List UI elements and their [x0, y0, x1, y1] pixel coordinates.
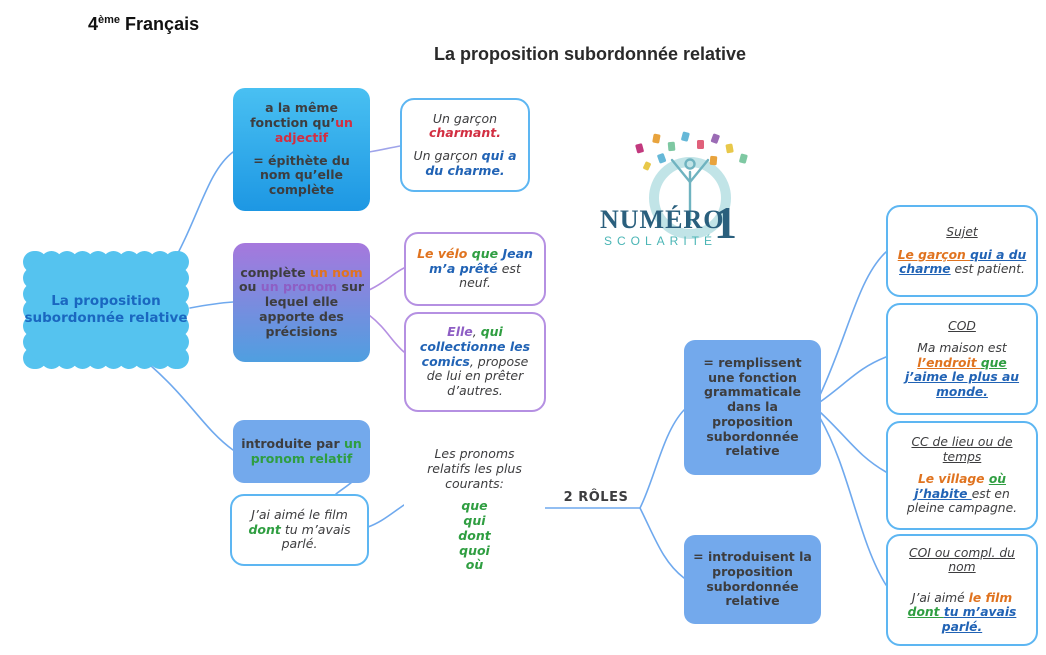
logo-name: NUMÉRO	[600, 205, 725, 234]
node-sujet: Sujet Le garçon qui a du charme est patient.	[886, 205, 1038, 297]
two-roles-label: 2 RÔLES	[563, 490, 629, 505]
logo-number: 1	[714, 197, 737, 248]
node-introduced-by-relative-pronoun: introduite par un pronom relatif	[233, 420, 370, 483]
node-example-velo: Le vélo que Jean m’a prêté est neuf.	[404, 232, 546, 306]
course-label: 4ème Français	[88, 14, 200, 34]
node-common-relative-pronouns: Les pronoms relatifs les plus courants: que qui dont quoi où	[404, 424, 545, 596]
numero1-scolarite-logo	[598, 128, 776, 250]
node-role-grammatical-function: = remplissent une fonction grammaticale dans la proposition subordonnée relative	[684, 340, 821, 475]
node-example-elle-comics: Elle, qui collectionne les comics, propose de lui en prêter d’autres.	[404, 312, 546, 412]
node-example-film-dont: J’ai aimé le film dont tu m’avais parlé.	[230, 494, 369, 566]
node-cod: COD Ma maison est l’endroit que j’aime le plus au monde.	[886, 303, 1038, 415]
node-cc-lieu-temps: CC de lieu ou de temps Le village où j’habite est en pleine campagne.	[886, 421, 1038, 530]
node-example-garcon-charmant: Un garçon charmant. Un garçon qui a du charme.	[400, 98, 530, 192]
page-title: La proposition subordonnée relative	[433, 44, 747, 64]
logo-subtitle: SCOLARITÉ	[604, 234, 718, 248]
central-node-label: La proposition subordonnée relative	[24, 293, 188, 326]
node-completes-noun-or-pronoun: complète un nom ou un pronom sur lequel elle apporte des précisions	[233, 243, 370, 362]
central-node	[22, 250, 190, 370]
node-role-introduce-clause: = introduisent la proposition subordonnée relative	[684, 535, 821, 624]
node-coi-compl-du-nom: COI ou compl. du nom J’ai aimé le film dont tu m’avais parlé.	[886, 534, 1038, 646]
node-same-function-as-adjective: a la même fonction qu’un adjectif = épithète du nom qu’elle complète	[233, 88, 370, 211]
